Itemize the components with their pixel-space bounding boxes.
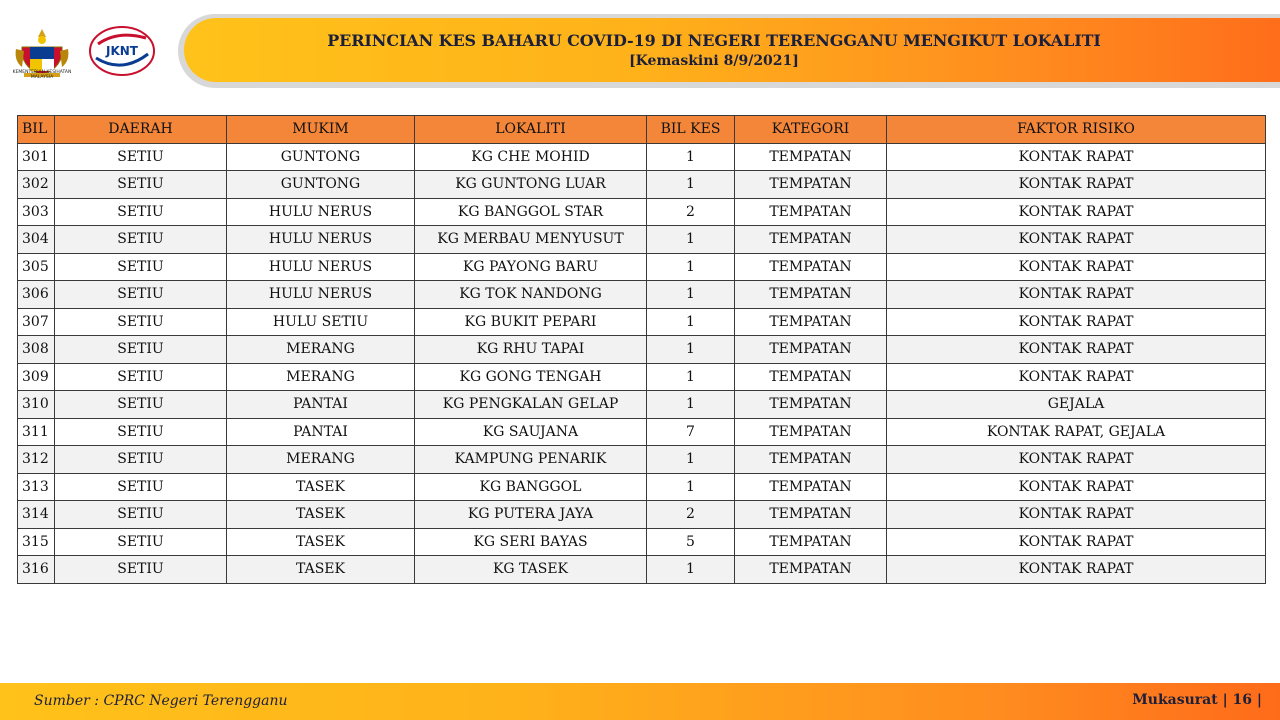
cell-mukim: HULU NERUS (227, 198, 415, 226)
ministry-logo-text: KEMENTERIAN KESIHATAN MALAYSIA (12, 70, 72, 80)
cell-faktor-risiko: KONTAK RAPAT (887, 226, 1266, 254)
page-subtitle: [Kemaskini 8/9/2021] (629, 53, 799, 69)
cell-bil: 314 (18, 501, 55, 529)
cell-mukim: TASEK (227, 528, 415, 556)
cell-kategori: TEMPATAN (735, 473, 887, 501)
table-row (18, 473, 1266, 501)
table-row (18, 446, 1266, 474)
cell-bil-kes: 7 (647, 418, 735, 446)
cell-bil: 301 (18, 143, 55, 171)
cell-bil: 304 (18, 226, 55, 254)
cell-daerah: SETIU (55, 171, 227, 199)
cell-lokaliti: KG SAUJANA (415, 418, 647, 446)
cell-bil: 307 (18, 308, 55, 336)
cell-kategori: TEMPATAN (735, 336, 887, 364)
table-row (18, 198, 1266, 226)
cell-faktor-risiko: KONTAK RAPAT (887, 363, 1266, 391)
cell-daerah: SETIU (55, 336, 227, 364)
cell-faktor-risiko: KONTAK RAPAT (887, 143, 1266, 171)
cell-kategori: TEMPATAN (735, 363, 887, 391)
cell-lokaliti: KG SERI BAYAS (415, 528, 647, 556)
cell-faktor-risiko: KONTAK RAPAT (887, 556, 1266, 584)
table-row (18, 556, 1266, 584)
cell-daerah: SETIU (55, 501, 227, 529)
cell-kategori: TEMPATAN (735, 446, 887, 474)
cell-bil: 308 (18, 336, 55, 364)
cell-faktor-risiko: KONTAK RAPAT (887, 473, 1266, 501)
table-row (18, 418, 1266, 446)
table-row (18, 336, 1266, 364)
cell-faktor-risiko: KONTAK RAPAT (887, 446, 1266, 474)
cell-lokaliti: KG BANGGOL STAR (415, 198, 647, 226)
column-header-mukim: MUKIM (227, 116, 415, 144)
cell-bil-kes: 1 (647, 336, 735, 364)
cell-bil-kes: 1 (647, 446, 735, 474)
cell-lokaliti: KG PENGKALAN GELAP (415, 391, 647, 419)
cell-faktor-risiko: KONTAK RAPAT (887, 336, 1266, 364)
cell-daerah: SETIU (55, 473, 227, 501)
cell-mukim: GUNTONG (227, 171, 415, 199)
cell-mukim: PANTAI (227, 418, 415, 446)
cell-bil-kes: 1 (647, 281, 735, 309)
cell-bil: 303 (18, 198, 55, 226)
cell-lokaliti: KG MERBAU MENYUSUT (415, 226, 647, 254)
cell-bil-kes: 2 (647, 501, 735, 529)
cell-bil-kes: 1 (647, 391, 735, 419)
cell-faktor-risiko: KONTAK RAPAT (887, 528, 1266, 556)
cell-faktor-risiko: KONTAK RAPAT (887, 198, 1266, 226)
cell-faktor-risiko: KONTAK RAPAT (887, 171, 1266, 199)
page-number: Mukasurat | 16 | (1132, 692, 1262, 708)
jknt-logo-text: JKNT (106, 44, 138, 58)
cell-daerah: SETIU (55, 418, 227, 446)
cell-lokaliti: KG PUTERA JAYA (415, 501, 647, 529)
cell-mukim: TASEK (227, 556, 415, 584)
column-header-bil: BIL (18, 116, 55, 144)
table-row (18, 308, 1266, 336)
cell-kategori: TEMPATAN (735, 556, 887, 584)
table-row (18, 143, 1266, 171)
cell-lokaliti: KG CHE MOHID (415, 143, 647, 171)
cell-mukim: MERANG (227, 336, 415, 364)
table-row (18, 391, 1266, 419)
table-row (18, 226, 1266, 254)
cell-lokaliti: KG RHU TAPAI (415, 336, 647, 364)
cell-kategori: TEMPATAN (735, 308, 887, 336)
logo-group (12, 18, 172, 88)
cell-kategori: TEMPATAN (735, 143, 887, 171)
source-note: Sumber : CPRC Negeri Terengganu (34, 693, 288, 709)
jknt-logo-icon (88, 24, 156, 78)
table-header-row (18, 116, 1266, 144)
cell-mukim: MERANG (227, 446, 415, 474)
cell-bil: 306 (18, 281, 55, 309)
cell-faktor-risiko: KONTAK RAPAT (887, 253, 1266, 281)
cell-lokaliti: KG BANGGOL (415, 473, 647, 501)
table-row (18, 363, 1266, 391)
column-header-faktor-risiko: FAKTOR RISIKO (887, 116, 1266, 144)
cell-faktor-risiko: GEJALA (887, 391, 1266, 419)
cell-daerah: SETIU (55, 281, 227, 309)
cell-kategori: TEMPATAN (735, 391, 887, 419)
cell-lokaliti: KG GONG TENGAH (415, 363, 647, 391)
cell-kategori: TEMPATAN (735, 418, 887, 446)
cell-daerah: SETIU (55, 391, 227, 419)
cell-bil-kes: 1 (647, 363, 735, 391)
cell-daerah: SETIU (55, 528, 227, 556)
title-banner (184, 18, 1280, 82)
column-header-bil-kes: BIL KES (647, 116, 735, 144)
cell-bil: 302 (18, 171, 55, 199)
cell-daerah: SETIU (55, 308, 227, 336)
cell-daerah: SETIU (55, 198, 227, 226)
cell-mukim: HULU NERUS (227, 281, 415, 309)
cell-bil: 313 (18, 473, 55, 501)
cell-bil-kes: 1 (647, 308, 735, 336)
cell-bil-kes: 1 (647, 143, 735, 171)
cell-mukim: HULU NERUS (227, 253, 415, 281)
table-row (18, 501, 1266, 529)
cell-daerah: SETIU (55, 556, 227, 584)
cell-bil: 316 (18, 556, 55, 584)
table-row (18, 528, 1266, 556)
cell-daerah: SETIU (55, 143, 227, 171)
cell-bil-kes: 1 (647, 556, 735, 584)
cell-mukim: GUNTONG (227, 143, 415, 171)
cell-bil-kes: 1 (647, 473, 735, 501)
cell-lokaliti: KAMPUNG PENARIK (415, 446, 647, 474)
column-header-kategori: KATEGORI (735, 116, 887, 144)
cell-bil-kes: 1 (647, 253, 735, 281)
cell-kategori: TEMPATAN (735, 281, 887, 309)
cell-mukim: HULU NERUS (227, 226, 415, 254)
cell-bil-kes: 1 (647, 226, 735, 254)
cell-daerah: SETIU (55, 446, 227, 474)
cell-bil: 311 (18, 418, 55, 446)
table-row (18, 281, 1266, 309)
cell-bil: 305 (18, 253, 55, 281)
cell-mukim: HULU SETIU (227, 308, 415, 336)
page-title: PERINCIAN KES BAHARU COVID-19 DI NEGERI TERENGGANU MENGIKUT LOKALITI (327, 31, 1101, 50)
cell-daerah: SETIU (55, 253, 227, 281)
cell-kategori: TEMPATAN (735, 226, 887, 254)
table-row (18, 253, 1266, 281)
column-header-daerah: DAERAH (55, 116, 227, 144)
cell-daerah: SETIU (55, 363, 227, 391)
cell-lokaliti: KG TOK NANDONG (415, 281, 647, 309)
cell-faktor-risiko: KONTAK RAPAT (887, 501, 1266, 529)
cell-bil-kes: 5 (647, 528, 735, 556)
cell-bil-kes: 1 (647, 171, 735, 199)
cell-kategori: TEMPATAN (735, 198, 887, 226)
cell-bil: 315 (18, 528, 55, 556)
cell-kategori: TEMPATAN (735, 253, 887, 281)
cases-table (17, 115, 1266, 584)
cell-bil: 310 (18, 391, 55, 419)
cell-bil: 309 (18, 363, 55, 391)
cell-kategori: TEMPATAN (735, 501, 887, 529)
cell-lokaliti: KG GUNTONG LUAR (415, 171, 647, 199)
cell-bil: 312 (18, 446, 55, 474)
cell-faktor-risiko: KONTAK RAPAT (887, 281, 1266, 309)
cell-mukim: TASEK (227, 473, 415, 501)
cell-kategori: TEMPATAN (735, 528, 887, 556)
cell-faktor-risiko: KONTAK RAPAT, GEJALA (887, 418, 1266, 446)
cell-mukim: PANTAI (227, 391, 415, 419)
cell-bil-kes: 2 (647, 198, 735, 226)
cell-lokaliti: KG TASEK (415, 556, 647, 584)
column-header-lokaliti: LOKALITI (415, 116, 647, 144)
cell-lokaliti: KG BUKIT PEPARI (415, 308, 647, 336)
cell-mukim: TASEK (227, 501, 415, 529)
cell-daerah: SETIU (55, 226, 227, 254)
table-row (18, 171, 1266, 199)
cell-faktor-risiko: KONTAK RAPAT (887, 308, 1266, 336)
cell-lokaliti: KG PAYONG BARU (415, 253, 647, 281)
cell-mukim: MERANG (227, 363, 415, 391)
cell-kategori: TEMPATAN (735, 171, 887, 199)
